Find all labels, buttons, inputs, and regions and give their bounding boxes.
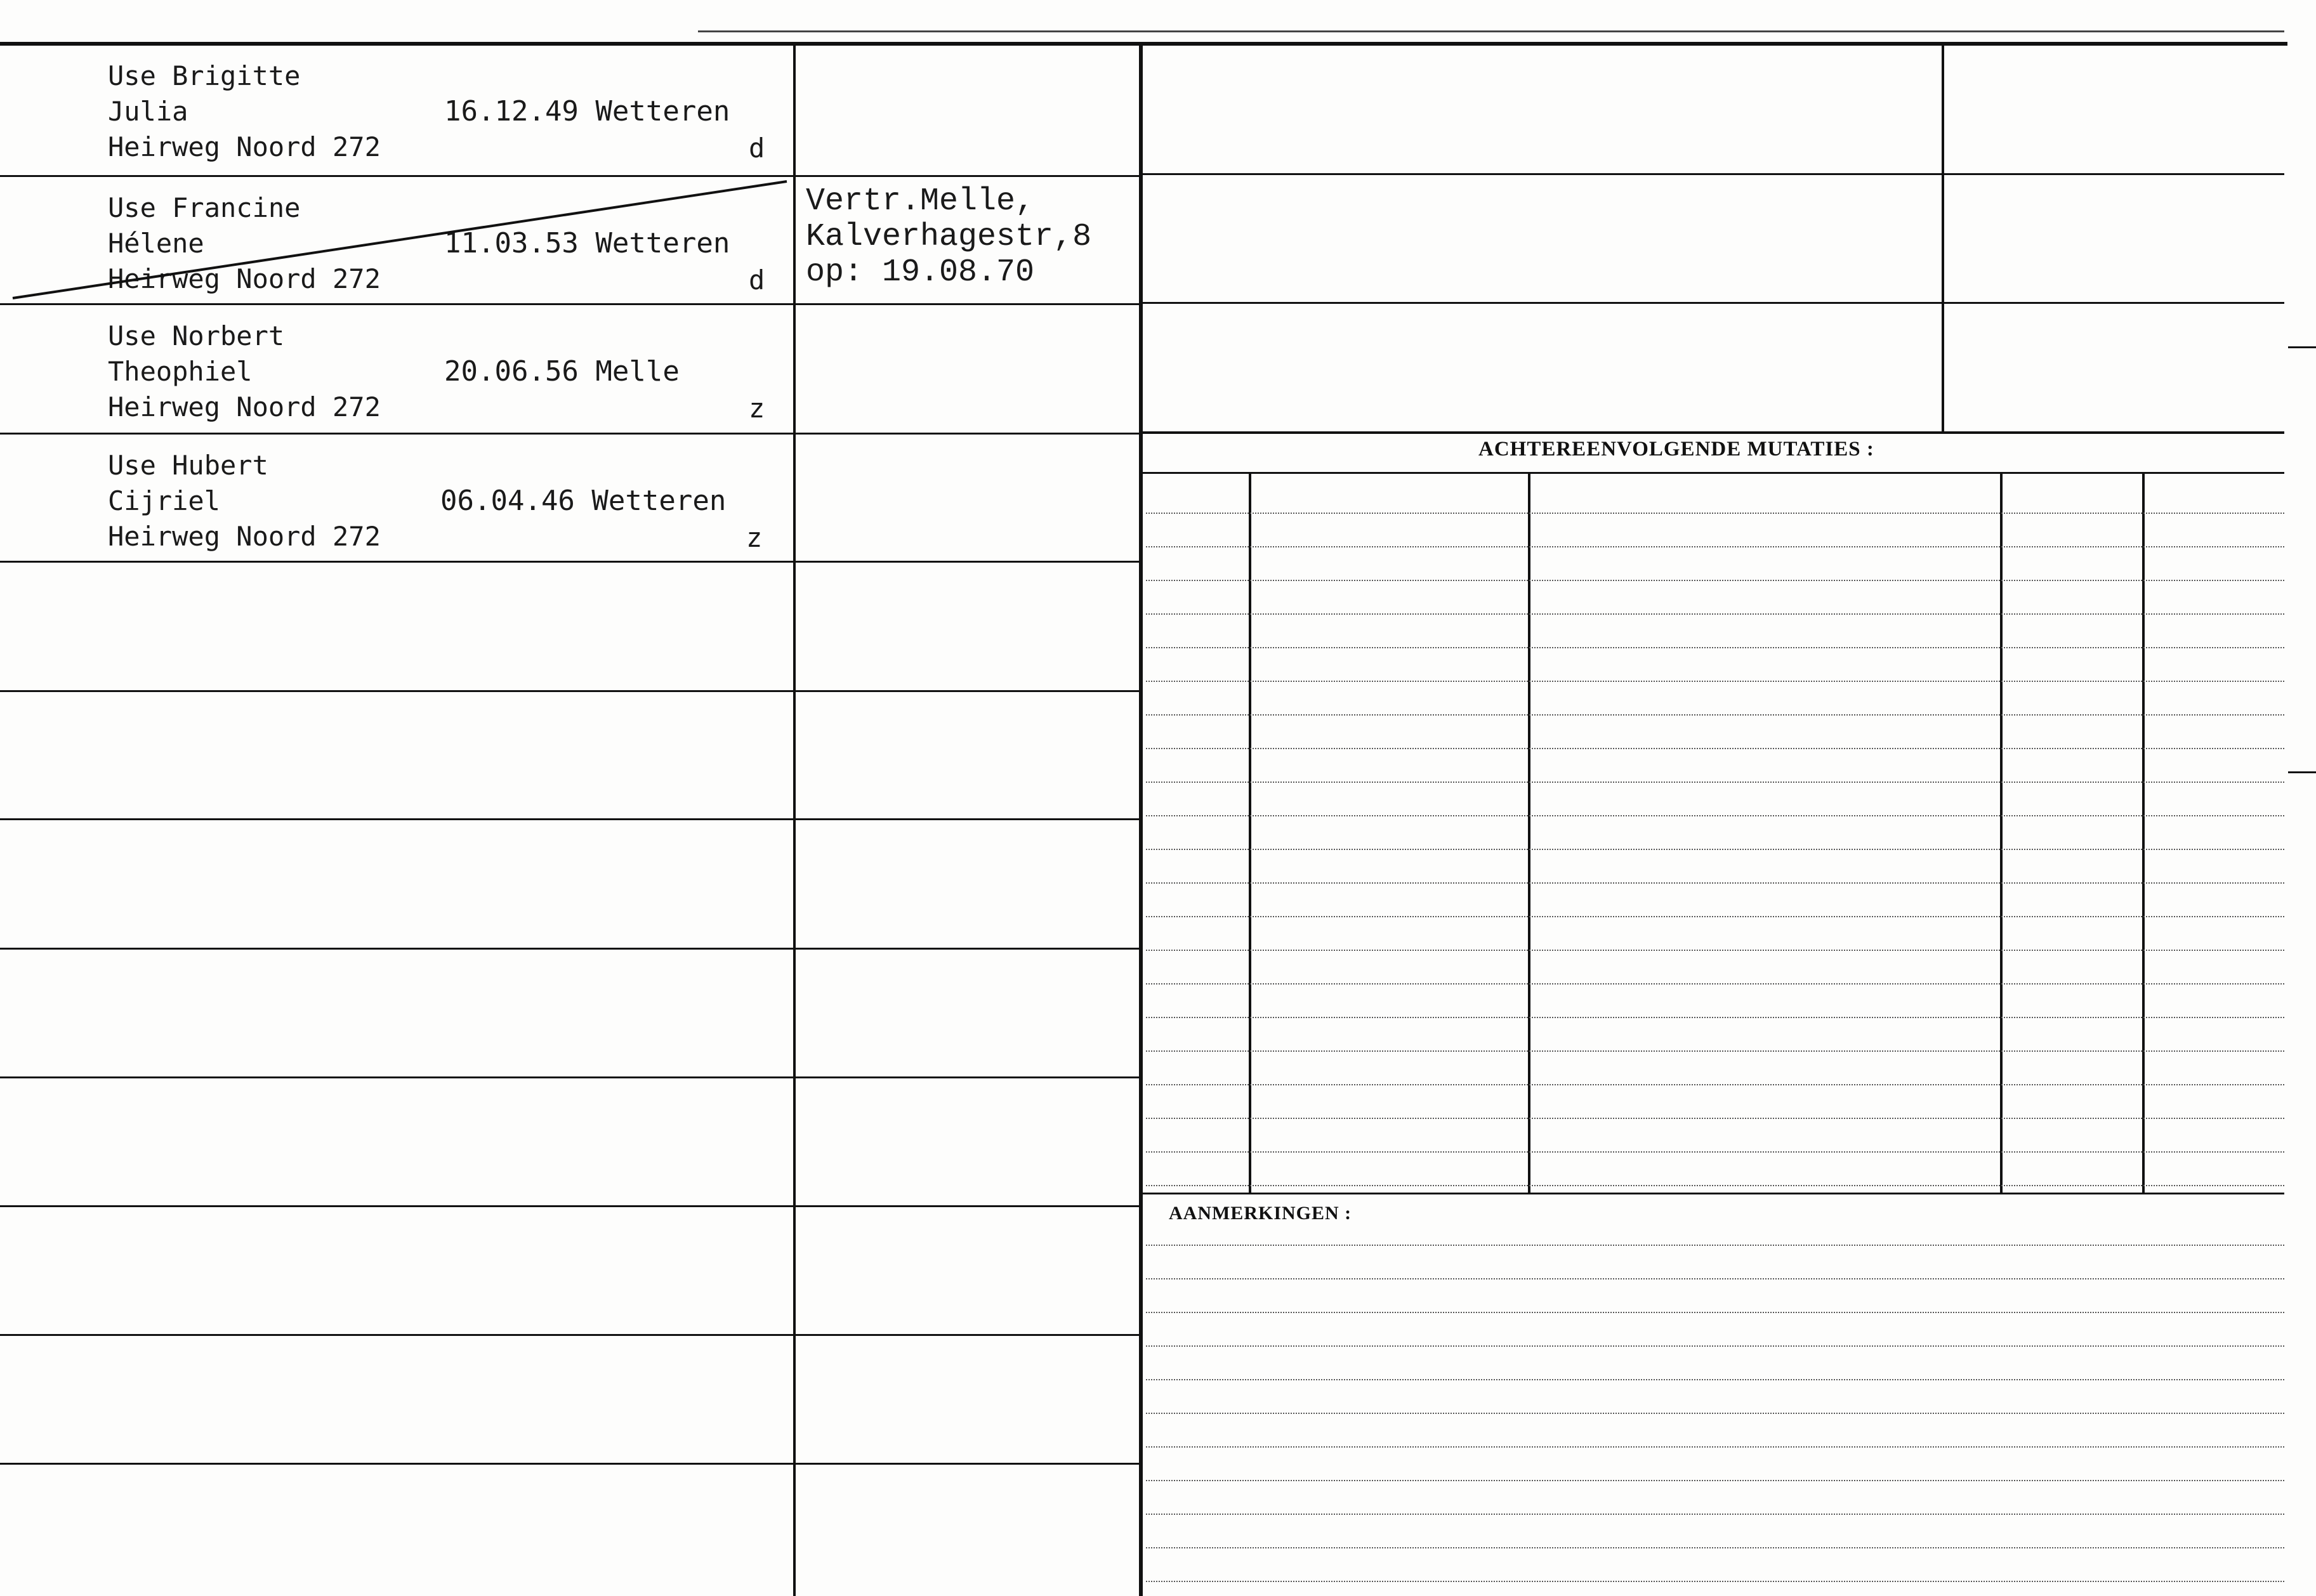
entry-second-name: Julia xyxy=(108,96,188,127)
ruled-line xyxy=(1146,1084,2284,1085)
ruled-line xyxy=(1146,1312,2284,1313)
mutations-title: ACHTEREENVOLGENDE MUTATIES : xyxy=(1478,438,1874,461)
ruled-line xyxy=(1146,1413,2284,1414)
ruled-line xyxy=(1146,580,2284,581)
entry-birth: 20.06.56 Melle xyxy=(444,355,680,388)
entry-address: Heirweg Noord 272 xyxy=(108,131,381,162)
ruled-line xyxy=(1146,1547,2284,1548)
entry-row xyxy=(0,46,791,175)
entry-sex: z xyxy=(749,393,765,424)
row-line xyxy=(0,948,1142,950)
ruled-line xyxy=(1146,916,2284,917)
ruled-line xyxy=(1146,1151,2284,1153)
ruled-line xyxy=(1146,647,2284,648)
notes-title: AANMERKINGEN : xyxy=(1169,1203,1352,1224)
ruled-line xyxy=(1146,1185,2284,1186)
entry-sex: d xyxy=(749,265,765,296)
ruled-line xyxy=(1146,714,2284,716)
ruled-line xyxy=(1146,782,2284,783)
entry-second-name: Hélene xyxy=(108,228,204,259)
top-rule xyxy=(698,30,2284,32)
entry-address: Heirweg Noord 272 xyxy=(108,391,381,422)
row-line xyxy=(0,690,1142,692)
entry-address: Heirweg Noord 272 xyxy=(108,521,381,552)
ruled-line xyxy=(1146,1245,2284,1246)
entry-second-name: Cijriel xyxy=(108,485,221,516)
right-row-line xyxy=(1142,431,2284,434)
ruled-line xyxy=(1146,1278,2284,1279)
entry-name: Use Francine xyxy=(108,192,301,223)
mutations-bottom-line xyxy=(1142,1193,2284,1194)
ruled-line xyxy=(1146,1017,2284,1018)
right-row-line xyxy=(1142,302,2284,304)
ruled-line xyxy=(1146,546,2284,547)
entry-row xyxy=(0,306,791,435)
column-divider-1 xyxy=(793,44,796,1596)
ruled-line xyxy=(1146,882,2284,884)
remark-line: op: 19.08.70 xyxy=(806,254,1035,291)
ruled-line xyxy=(1146,1480,2284,1481)
entry-row xyxy=(0,435,791,565)
ruled-line xyxy=(1146,1379,2284,1380)
ruled-line xyxy=(1146,513,2284,514)
ruled-line xyxy=(1146,1581,2284,1582)
entry-sex: d xyxy=(749,133,765,164)
ruled-line xyxy=(1146,815,2284,816)
row-line xyxy=(0,1463,1142,1465)
remark-line: Kalverhagestr,8 xyxy=(806,219,1092,255)
ruled-line xyxy=(1146,1514,2284,1515)
remark-line: Vertr.Melle, xyxy=(806,183,1035,219)
entry-second-name: Theophiel xyxy=(108,356,253,387)
entry-row xyxy=(0,178,791,307)
edge-tick xyxy=(2288,346,2316,348)
row-line xyxy=(0,818,1142,820)
column-divider-2 xyxy=(1139,44,1143,1596)
row-line xyxy=(0,1076,1142,1078)
edge-tick xyxy=(2288,771,2316,773)
ruled-line xyxy=(1146,1050,2284,1052)
remark-note xyxy=(806,184,1091,291)
strike-through-line xyxy=(0,178,791,307)
entry-name: Use Norbert xyxy=(108,320,285,351)
column-divider-3 xyxy=(1942,44,1944,431)
ruled-line xyxy=(1146,1446,2284,1448)
row-line xyxy=(0,1205,1142,1207)
ruled-line xyxy=(1146,613,2284,615)
entry-birth: 06.04.46 Wetteren xyxy=(440,485,727,517)
row-line xyxy=(0,175,1142,177)
ruled-line xyxy=(1146,1118,2284,1119)
ruled-line xyxy=(1146,1345,2284,1347)
entry-birth: 11.03.53 Wetteren xyxy=(444,227,730,259)
ruled-line xyxy=(1146,950,2284,951)
right-row-line xyxy=(1142,173,2284,175)
ruled-line xyxy=(1146,983,2284,984)
row-line xyxy=(0,1334,1142,1336)
entry-name: Use Hubert xyxy=(108,450,268,481)
entry-sex: z xyxy=(746,522,763,553)
ruled-line xyxy=(1146,748,2284,749)
ruled-line xyxy=(1146,849,2284,850)
mutations-header-line xyxy=(1142,472,2284,474)
ruled-line xyxy=(1146,681,2284,682)
entry-birth: 16.12.49 Wetteren xyxy=(444,95,730,128)
entry-name: Use Brigitte xyxy=(108,60,301,91)
entry-address: Heirweg Noord 272 xyxy=(108,263,381,294)
